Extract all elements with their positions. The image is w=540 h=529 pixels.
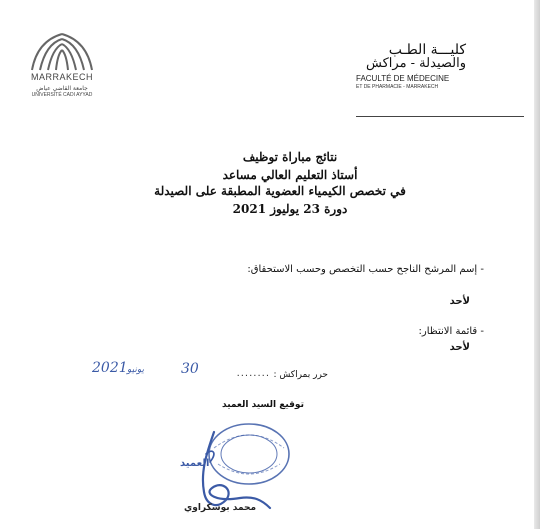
place-dots: ........ <box>236 368 270 379</box>
page-edge-shadow <box>534 0 540 529</box>
handwritten-day: 30 <box>181 361 199 377</box>
faculty-name-fr-2: ET DE PHARMACIE - MARRAKECH <box>356 84 439 90</box>
candidate-heading: - إسم المرشح الناجح حسب التخصص وحسب الاستحقاق: <box>247 264 484 275</box>
place-label: حرر بمراكش : <box>273 370 328 380</box>
document-title-1: نتائج مباراة توظيف <box>242 150 338 164</box>
faculty-name-ar-2: والصيدلة - مراكش <box>366 56 466 71</box>
waiting-list-heading: - قائمة الانتظار: <box>418 326 484 337</box>
handwritten-year: 2021 <box>92 360 128 376</box>
handwritten-month: يونيو <box>127 365 145 375</box>
document-title-4: دورة 23 يوليوز 2021 <box>232 202 348 216</box>
university-emblem-icon <box>26 28 98 72</box>
candidate-value: لأحد <box>449 296 470 307</box>
document-title-3: في تخصص الكيمياء العضوية المطبقة على الصيدلة <box>154 184 406 198</box>
document-title-2: أستاذ التعليم العالي مساعد <box>222 168 358 182</box>
faculty-name-ar-1: كليـــة الطـب <box>388 42 466 58</box>
faculty-name-fr-1: FACULTÉ DE MÉDECINE <box>356 74 450 83</box>
university-name-fr: UNIVERSITÉ CADI AYYAD <box>31 92 93 98</box>
university-name-ar: جامعة القاضي عياض <box>36 85 88 92</box>
faculty-header <box>356 42 506 90</box>
university-city: MARRAKECH <box>30 72 93 82</box>
header-divider <box>356 116 524 117</box>
waiting-list-value: لأحد <box>449 342 470 353</box>
university-logo <box>16 28 108 108</box>
signature-title: توقيع السيد العميد <box>222 400 304 410</box>
dean-name: محمد بوسكراوي <box>184 503 257 513</box>
dean-handwritten-label: العميد <box>180 458 210 469</box>
